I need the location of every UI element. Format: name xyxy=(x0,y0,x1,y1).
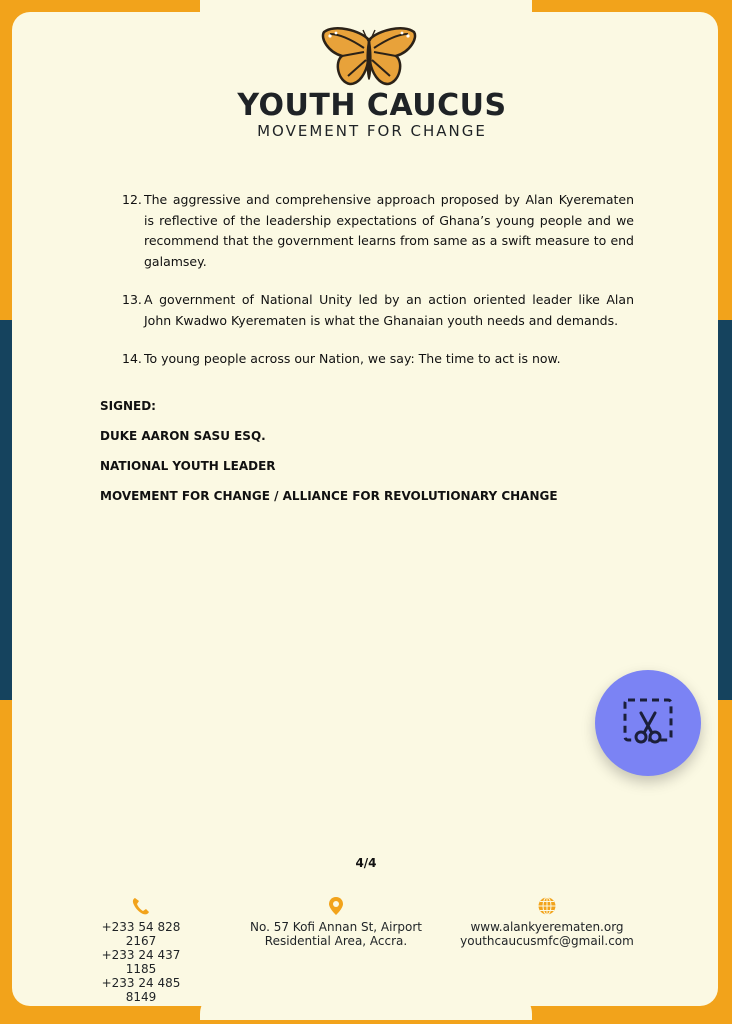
signature-block xyxy=(100,398,660,518)
screenshot-fab-button[interactable] xyxy=(595,670,701,776)
signatory-organization: MOVEMENT FOR CHANGE / ALLIANCE FOR REVOLUTIONARY CHANGE xyxy=(100,489,558,503)
screenshot-scissors-icon xyxy=(622,697,674,749)
address-line-2: Residential Area, Accra. xyxy=(264,934,408,948)
footer-address xyxy=(236,896,436,948)
website-link[interactable]: www.alankyerematen.org xyxy=(470,920,624,934)
list-item-text: A government of National Unity led by an action oriented leader like Alan John Kwadwo Kyerematen is what the Ghanaian youth needs and demands. xyxy=(144,292,634,328)
phone-number: +233 24 437 1185 xyxy=(101,948,181,976)
butterfly-icon xyxy=(320,26,418,90)
phone-number: +233 24 485 8149 xyxy=(101,976,181,1004)
location-pin-icon xyxy=(326,896,346,916)
list-item-number: 12. xyxy=(122,192,142,207)
email-link[interactable]: youthcaucusmfc@gmail.com xyxy=(460,934,634,948)
address-line-1: No. 57 Kofi Annan St, Airport xyxy=(249,920,423,934)
list-item-text: To young people across our Nation, we say: The time to act is now. xyxy=(144,351,561,366)
signed-label: SIGNED: xyxy=(100,399,156,413)
footer-web xyxy=(450,896,644,948)
list-item-number: 14. xyxy=(122,351,142,366)
footer-phones xyxy=(86,896,196,1004)
globe-icon xyxy=(537,896,557,916)
list-item xyxy=(122,290,634,331)
numbered-list xyxy=(122,190,634,388)
phone-number: +233 54 828 2167 xyxy=(101,920,181,948)
brand-title: YOUTH CAUCUS xyxy=(237,88,507,123)
brand-subtitle: MOVEMENT FOR CHANGE xyxy=(257,122,487,140)
signatory-name: DUKE AARON SASU ESQ. xyxy=(100,429,266,443)
list-item-text: The aggressive and comprehensive approach proposed by Alan Kyerematen is reflective of the leadership expectations of Ghana’s young people and we recommend that the government learns from same as a swift measure to end galamsey. xyxy=(144,192,634,269)
list-item xyxy=(122,190,634,272)
page-number: 4/4 xyxy=(355,856,377,870)
footer-notch xyxy=(200,990,532,1020)
list-item-number: 13. xyxy=(122,292,142,307)
phone-icon xyxy=(131,896,151,916)
list-item xyxy=(122,349,634,370)
signatory-title: NATIONAL YOUTH LEADER xyxy=(100,459,276,473)
